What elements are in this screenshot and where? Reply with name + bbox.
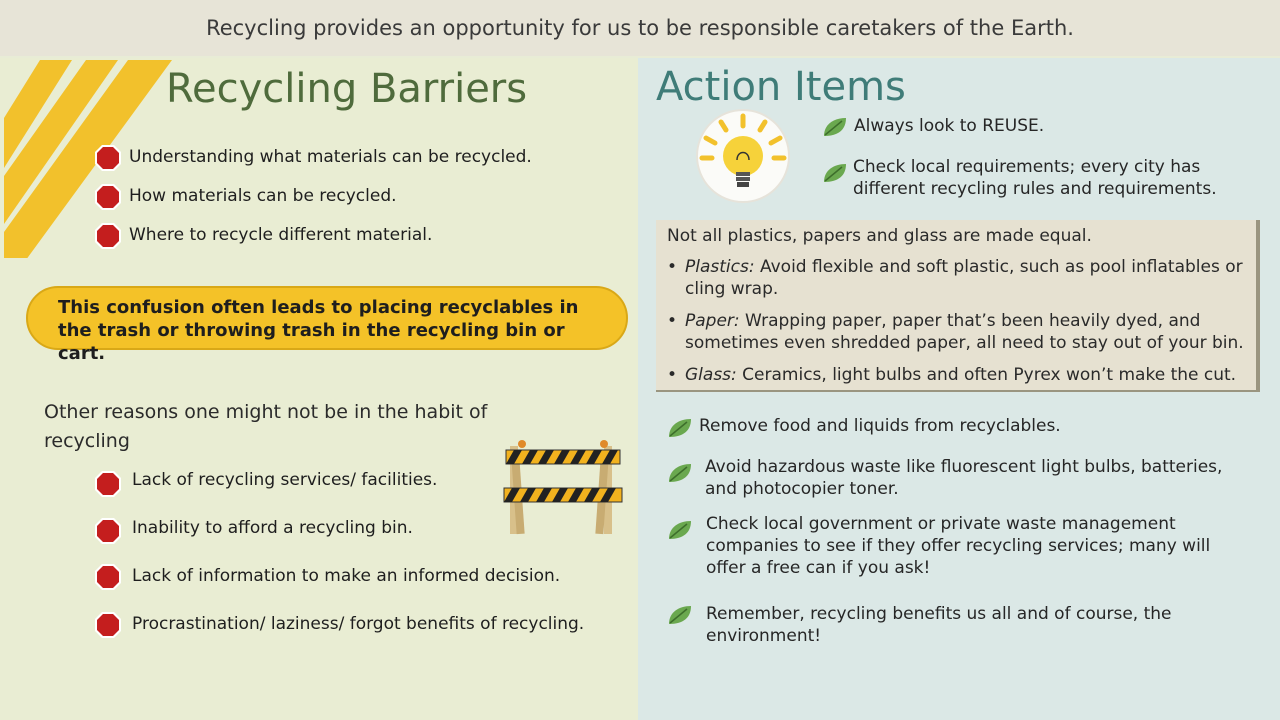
confusion-callout: This confusion often leads to placing recyclables in the trash or throwing trash in the recycling bin or cart. [26, 286, 628, 350]
stop-sign-icon [94, 183, 122, 211]
stop-sign-icon [94, 517, 122, 545]
other-reason-item: Inability to afford a recycling bin. [132, 518, 413, 538]
materials-text: Wrapping paper, paper that’s been heavily dyed, and sometimes even shredded paper, all need to stay out of your bin. [685, 311, 1244, 353]
other-reason-item: Lack of recycling services/ facilities. [132, 470, 438, 490]
barricade-icon [500, 438, 626, 538]
materials-label: Plastics: [685, 257, 755, 277]
stop-sign-icon [94, 222, 122, 250]
other-reason-item: Procrastination/ laziness/ forgot benefits of recycling. [132, 614, 585, 634]
stop-sign-icon [94, 611, 122, 639]
materials-label: Paper: [685, 311, 740, 331]
leaf-icon [667, 519, 693, 541]
leaf-icon [822, 116, 848, 138]
leaf-icon [667, 462, 693, 484]
leaf-icon [667, 417, 693, 439]
action-item: Remember, recycling benefits us all and of course, the environment! [706, 604, 1172, 646]
action-item: Check local requirements; every city has different recycling rules and requirements. [853, 157, 1217, 199]
barrier-item: Understanding what materials can be recycled. [129, 147, 532, 167]
recycling-barriers-title: Recycling Barriers [166, 66, 528, 112]
stop-sign-icon [94, 563, 122, 591]
materials-intro: Not all plastics, papers and glass are made equal. [667, 226, 1092, 246]
leaf-icon [667, 604, 693, 626]
materials-text: Ceramics, light bulbs and often Pyrex won’t make the cut. [736, 365, 1237, 385]
top-banner [0, 0, 1280, 56]
barrier-item: Where to recycle different material. [129, 225, 433, 245]
materials-text: Avoid flexible and soft plastic, such as pool inflatables or cling wrap. [685, 257, 1243, 299]
materials-info-box [656, 220, 1260, 392]
action-items-title: Action Items [656, 64, 906, 110]
action-item: Always look to REUSE. [854, 116, 1045, 136]
stop-sign-icon [94, 144, 122, 172]
materials-label: Glass: [685, 365, 737, 385]
leaf-icon [822, 162, 848, 184]
banner-text: Recycling provides an opportunity for us to be responsible caretakers of the Earth. [206, 16, 1074, 40]
materials-item-glass [667, 364, 1246, 386]
barrier-item: How materials can be recycled. [129, 186, 397, 206]
action-item: Check local government or private waste management companies to see if they offer recycling services; many will offer a free can if you ask! [706, 514, 1211, 578]
action-item: Remove food and liquids from recyclables. [699, 416, 1061, 436]
materials-item-plastics [667, 256, 1246, 300]
other-reason-item: Lack of information to make an informed decision. [132, 566, 561, 586]
stop-sign-icon [94, 470, 122, 498]
materials-item-paper [667, 310, 1246, 354]
action-item: Avoid hazardous waste like fluorescent light bulbs, batteries, and photocopier toner. [705, 457, 1223, 499]
lightbulb-icon [694, 108, 792, 204]
materials-list [667, 256, 1246, 386]
other-reasons-heading: Other reasons one might not be in the habit of recycling [44, 401, 488, 452]
